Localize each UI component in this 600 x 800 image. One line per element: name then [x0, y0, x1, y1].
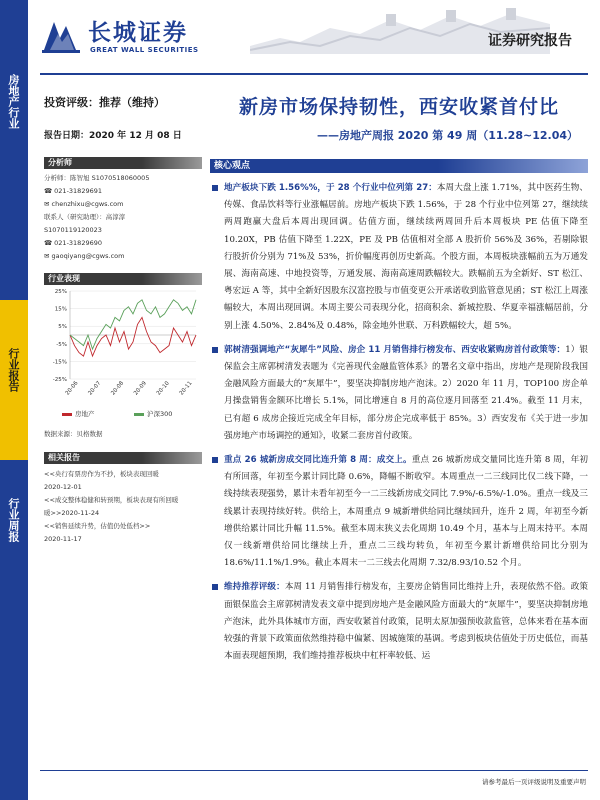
x-tick-label: 20-11: [178, 380, 194, 397]
chart-section-head: [44, 273, 202, 285]
y-tick-label: 25%: [54, 289, 67, 295]
related-report-date: 2020-11-17: [44, 535, 82, 543]
y-tick-label: -15%: [52, 359, 67, 366]
legend-swatch: [134, 413, 144, 416]
paragraph-policy-news: [210, 342, 588, 445]
chart-section-title: 行业表现: [48, 274, 80, 283]
paragraph-body: 1）银保监会主席郭树清发表题为《完善现代金融监管体系》的署名文章中指出，房地产是现阶段我国金融风险方面最大的“灰犀牛”，要坚决抑制房地产泡沫。2）2020 年 11 月，TOP100 房企单月操盘销售金额环比增长 5.1%，同比增速自 8 月的高位逐月回落至 21.4%。截至 11 月末，已有超 6 成房企接近完成全年目标，部分房企完成率低于 85%。3）西安发布《关于进一步加强房地产市场调控的通知》，收紧二套房首付政策。: [224, 344, 589, 441]
logo-english-text: GREAT WALL SECURITIES: [90, 46, 199, 54]
investment-rating: 投资评级：推荐（维持）: [44, 96, 165, 109]
report-subtitle: ——房地产周报 2020 第 49 周（11.28~12.04）: [316, 129, 578, 142]
core-view-head: [210, 159, 588, 173]
y-tick-label: -5%: [56, 341, 67, 348]
legend-label: 房地产: [75, 410, 95, 418]
paragraph-sector-performance: [210, 180, 588, 335]
related-report-link[interactable]: <<成交整体稳健和转预期，板块表现有所回暖: [44, 496, 179, 504]
page-header: [28, 0, 600, 78]
legend-swatch: [62, 413, 72, 416]
analyst-line: ☎ 021-31829690: [44, 239, 102, 247]
bullet-square-icon: [212, 185, 218, 191]
analyst-line[interactable]: ✉ chenzhixu@cgws.com: [44, 200, 124, 208]
chart-source: 数据来源：贝格数据: [44, 430, 103, 438]
x-tick-label: 20-10: [155, 380, 171, 397]
x-tick-label: 20-08: [110, 380, 126, 397]
legend-item-hs300: [134, 409, 172, 418]
report-title: 新房市场保持韧性，西安收紧首付比: [238, 96, 559, 118]
logo-mark-icon: [40, 16, 84, 56]
analyst-line: S1070119120023: [44, 226, 102, 234]
core-view-title: 核心观点: [214, 161, 251, 171]
info-column: [44, 84, 202, 546]
analyst-section-title: 分析师: [48, 158, 72, 167]
performance-chart-svg: [44, 285, 202, 405]
analyst-line: 分析师：陈智旭 S1070518060005: [44, 174, 150, 182]
analyst-block: [44, 172, 202, 263]
x-tick-label: 20-09: [133, 380, 148, 397]
paragraph-lead: 郭树清强调地产“灰犀牛”风险、房企 11 月销售排行榜发布、西安收紧购房首付政策等：: [224, 344, 566, 355]
footer-divider: [40, 770, 588, 771]
related-section-head: [44, 452, 202, 464]
x-tick-label: 20-07: [87, 380, 103, 397]
header-divider: [40, 73, 588, 75]
bullet-square-icon: [212, 584, 218, 590]
report-date: 报告日期：2020 年 12 月 08 日: [44, 131, 182, 141]
related-report-date: 暖>>2020-11-24: [44, 509, 100, 517]
paragraph-body: 本周 11 月销售排行榜发布，主要房企销售同比维持上升，表现依然不俗。政策面银保监会主席郭树清发表文章中提到房地产是金融风险方面最大的“灰犀牛”，要坚决抑制房地产泡沫，此外具体城市方面，西安收紧首付政策，昆明太原加强预收款监管，总体来看在基本面较强的背景下政策面依然维持稳中偏紧、因城施策的基调。考虑到板块估值处于历史低位，而基本面表现超预期，我们维持推荐板块中杠杆率较低、运: [224, 582, 588, 662]
side-label-center: 行业报告: [7, 348, 20, 392]
analyst-line: ☎ 021-31829691: [44, 187, 102, 195]
paragraph-lead: 重点 26 城新房成交同比连升第 8 周：成交上。: [224, 455, 412, 466]
paragraph-body: 重点 26 城新房成交量同比连升第 8 周，年初有所回落，年初至今累计同比降 0.6%，降幅不断收窄。本周重点一二三线同比仅二线下降，一线持续表现强势，累计未看年初至今一二三线新房成交同比 7.9%/-6.5%/-1.0%。重点一线及三线累计表现持续好转。供给上，本周重点 9 城新增供给同比继续回升，连升 2 周，年初至今新增供给累计同比升幅 11.5%。截至本周末狭义去化周期 10.49 个月，基本与上周末持平。本周仅一线新增供给同比继续上升，重点二三线均转负，年初至今累计新增供给同比分别为 18.6%/11.1%/1.9%。截止本周末一二三线去化周期 7.32/8.93/10.52 个月。: [224, 455, 588, 569]
chart-legend: [44, 409, 202, 421]
y-tick-label: 15%: [54, 306, 67, 313]
related-report-date: 2020-12-01: [44, 483, 82, 491]
footer-disclaimer: 请参考最后一页评级说明及重要声明: [482, 778, 586, 786]
x-tick-label: 20-06: [64, 380, 80, 397]
main-content: [210, 84, 588, 665]
side-label-bottom: 行业周报: [7, 498, 20, 542]
bullet-square-icon: [212, 347, 218, 353]
company-logo: [40, 12, 240, 68]
legend-label: 沪深300: [147, 410, 173, 418]
analyst-section-head: [44, 157, 202, 169]
analyst-line[interactable]: ✉ gaoqiyang@cgws.com: [44, 252, 125, 260]
y-tick-label: -25%: [52, 377, 67, 383]
related-report-link[interactable]: <<央行有票房作为不抄，板块表现回暖: [44, 470, 159, 478]
related-report-link[interactable]: <<销售延续升势，估值仍处低档>>: [44, 522, 151, 530]
report-type-label: 证券研究报告: [488, 33, 572, 49]
related-reports: [44, 468, 202, 546]
bullet-square-icon: [212, 457, 218, 463]
y-tick-label: 5%: [58, 324, 67, 331]
side-band: [0, 0, 28, 800]
related-section-title: 相关报告: [48, 453, 80, 462]
paragraph-transactions: [210, 452, 588, 572]
performance-chart: [44, 285, 202, 405]
paragraph-lead: 维持推荐评级：: [224, 582, 285, 593]
side-label-top: 房地产行业: [7, 73, 20, 129]
paragraph-rating: [210, 579, 588, 665]
paragraph-body: 本周大盘上涨 1.71%，其中医药生物、传媒、食品饮料等行业涨幅居前。房地产板块下跌 1.56%，于 28 个行业中位列第 27，继续续两周跑赢大盘后本周出现回调。估值方面，继续续两周回升后本周板块 PE 估值下降至 10.20X，PB 估值下降至 1.22X，PE 及 PB 估值相对全部 A 股折价 56%及 36%，若剔除银行股折价分别为 71%及 53%，折价幅度再创历史新高。个股方面，本周板块涨幅前五为万通发展、海南高速、中地投资等，万通发展、海南高速周跌幅较大。跌幅前五为全新好、ST 松江、粤宏远 A 等，其中全新好因股东汉富控股与市值变更公开承诺收到监管意见函；ST 松江上周涨幅较大，本周出现回调。本周主要公司表现分化，招商积余、新城控股、华夏幸福涨幅居前，分别上涨 4.50%、2.84%及 0.48%，除金地外世联、万科跌幅较大，超 5%。: [224, 183, 588, 331]
paragraph-lead: 地产板块下跌 1.56%%，于 28 个行业中位列第 27：: [224, 183, 437, 193]
industry-performance-box: [44, 273, 202, 438]
analyst-line: 联系人（研究助理）：高淳淳: [44, 213, 126, 221]
logo-chinese-text: 长城证券: [88, 20, 188, 46]
legend-item-realestate: [62, 409, 95, 418]
